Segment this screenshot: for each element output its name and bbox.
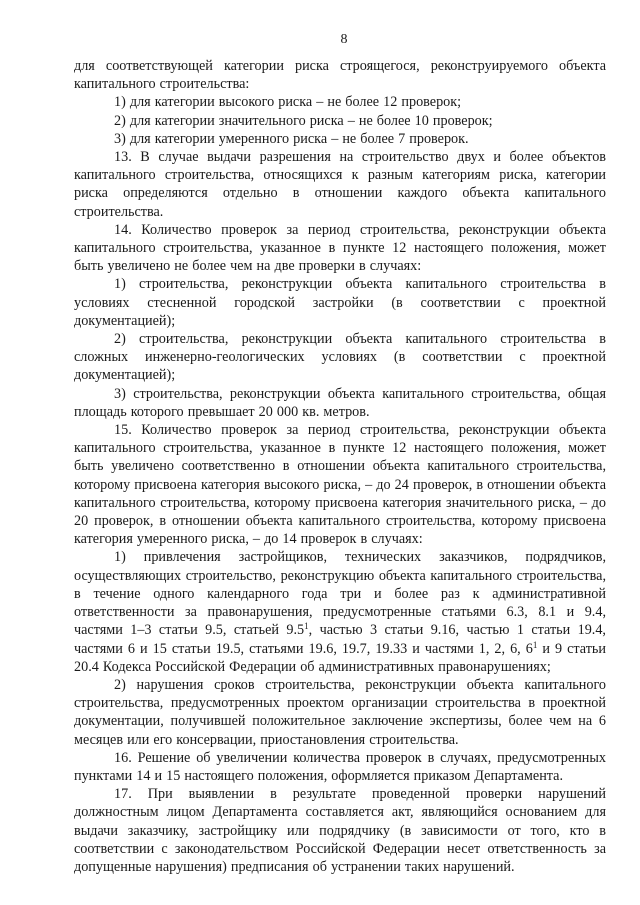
paragraph-15-item-2: 2) нарушения сроков строительства, реконструкции объекта капитального строительства, предусмотренных проектом организации строительства в проектной документации, получившей положительное заключение экспертизы, более чем на 6 месяцев или его консервации, приостановления строительства. <box>74 676 606 748</box>
paragraph-15-item-1 <box>74 548 606 675</box>
list-item-high-risk: 1) для категории высокого риска – не более 12 проверок; <box>114 94 462 111</box>
paragraph-15: 15. Количество проверок за период строительства, реконструкции объекта капитального строительства, указанное в пункте 12 настоящего положения, может быть увеличено соответственно в отношении объекта капитального строительства, которому присвоена категория высокого риска, – до 24 проверок, в отношении объекта капитального строительства, которому присвоена категория значительного риска, – до 20 проверок, в отношении объекта капитального строительства, которому присвоена категория умеренного риска, – до 14 проверок в случаях: <box>74 422 606 548</box>
superscript-2: 1 <box>532 639 538 650</box>
paragraph-14: 14. Количество проверок за период строительства, реконструкции объекта капитального строительства, указанное в пункте 12 настоящего положения, может быть увеличено не более чем на две проверки в случаях: <box>74 221 606 275</box>
paragraph-continuation: для соответствующей категории риска строящегося, реконструируемого объекта капитального строительства: <box>74 58 606 93</box>
list-item-moderate-risk: 3) для категории умеренного риска – не более 7 проверок. <box>114 130 469 147</box>
page-number: 8 <box>340 32 348 47</box>
document-body <box>74 57 606 876</box>
paragraph-14-item-3: 3) строительства, реконструкции объекта капитального строительства, общая площадь которого превышает 20 000 кв. метров. <box>74 385 606 420</box>
item-1-text-part-2: , частью 3 статьи 9.16, частью 1 статьи 19.4, частями 6 и 15 статьи 19.5, статьями 19.6, 19.7, 19.33 и частями 1, 2, 6, 6 <box>74 622 606 657</box>
item-1-text-part-1: 1) привлечения застройщиков, технических заказчиков, подрядчиков, осуществляющих строительство, реконструкцию объекта капитального строительства, в течение одного календарного года три и более раз к административной ответственности за правонарушения, предусмотренные статьями 6.3, 8.1 и 9.4, частями 1–3 статьи 9.5, статьей 9.5 <box>74 549 606 639</box>
item-1-text-part-3: и 9 статьи 20.4 Кодекса Российской Федерации об административных правонарушениях; <box>74 640 606 675</box>
paragraph-14-item-2: 2) строительства, реконструкции объекта капитального строительства в сложных инженерно-геологических условиях (в соответствии с проектной документацией); <box>74 331 606 384</box>
list-item-significant-risk: 2) для категории значительного риска – не более 10 проверок; <box>114 112 493 129</box>
superscript-1: 1 <box>304 621 309 632</box>
paragraph-17: 17. При выявлении в результате проведенной проверки нарушений должностным лицом Департамента составляется акт, являющийся основанием для выдачи заказчику, застройщику или подрядчику (в зависимости от того, кто в соответствии с законодательством Российской Федерации несет ответственность за допущенные нарушения) предписания об устранении таких нарушений. <box>74 786 606 875</box>
paragraph-14-item-1: 1) строительства, реконструкции объекта капитального строительства в условиях стесненной городской застройки (в соответствии с проектной документацией); <box>74 276 606 329</box>
paragraph-13: 13. В случае выдачи разрешения на строительство двух и более объектов капитального строительства, относящихся к разным категориям риска, категории риска определяются отдельно в отношении каждого объекта капитального строительства. <box>74 149 606 220</box>
paragraph-16: 16. Решение об увеличении количества проверок в случаях, предусмотренных пунктами 14 и 15 настоящего положения, оформляется приказом Департамента. <box>74 749 606 784</box>
